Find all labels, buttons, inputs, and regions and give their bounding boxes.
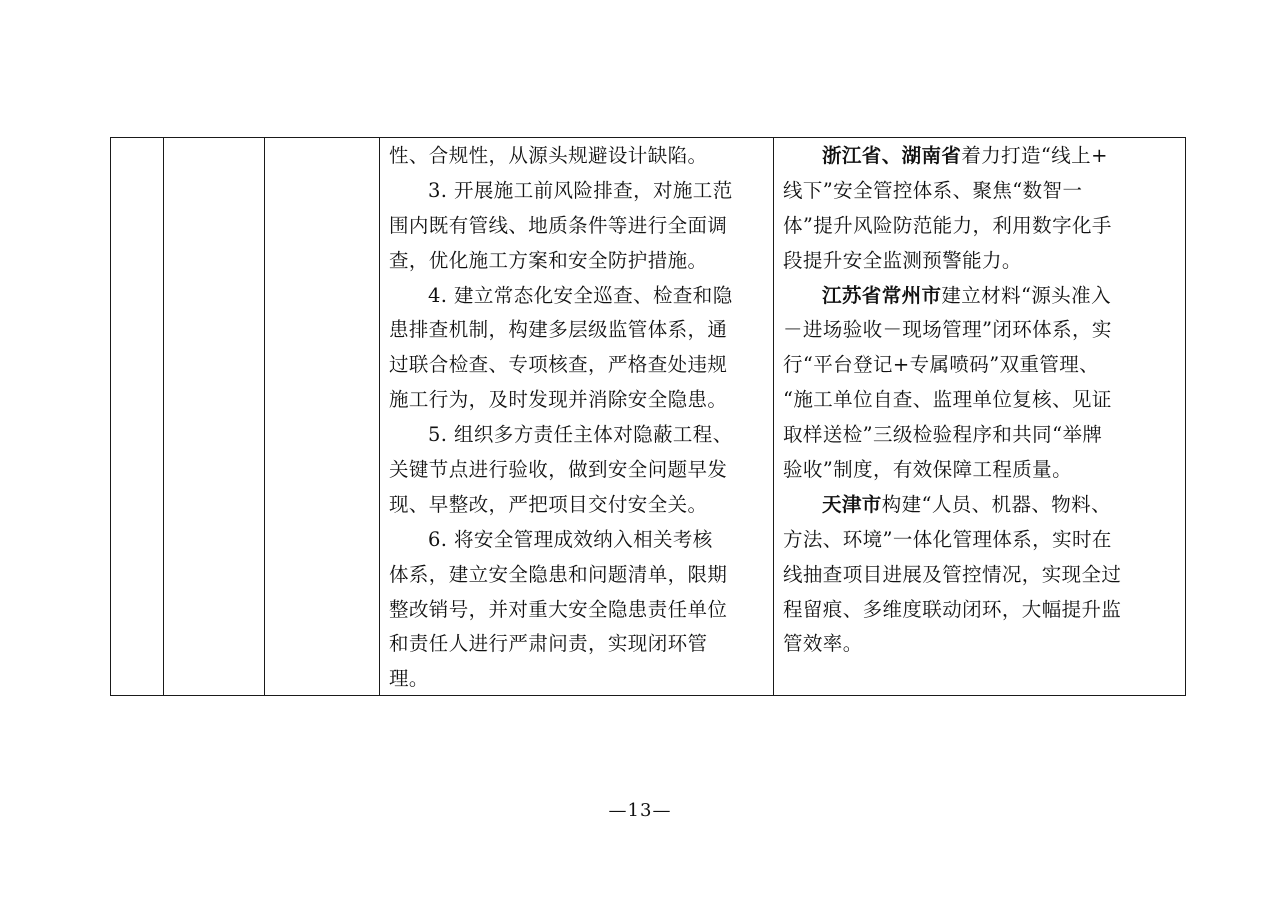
case-line: 行“平台登记+专属喷码”双重管理、 — [783, 353, 1100, 377]
case-region-changzhou: 江苏省常州市 — [822, 283, 942, 307]
measures-line: 患排查机制，构建多层级监管体系，通 — [389, 318, 728, 342]
measures-line: 整改销号，并对重大安全隐患责任单位 — [389, 597, 728, 621]
measures-line: 现、早整改，严把项目交付安全关。 — [389, 492, 708, 516]
case-line — [783, 279, 1173, 314]
case-line: 段提升安全监测预警能力。 — [783, 248, 1022, 272]
measures-line: 理。 — [389, 667, 429, 691]
case-line: 体”提升风险防范能力，利用数字化手 — [783, 213, 1112, 237]
case-line — [783, 139, 1173, 174]
column-divider — [163, 138, 164, 695]
measures-cell — [389, 138, 767, 697]
case-line: 线下”安全管控体系、聚焦“数智一 — [783, 178, 1083, 202]
case-region-tianjin: 天津市 — [822, 492, 882, 516]
measures-line: 6. 将安全管理成效纳入相关考核 — [428, 527, 713, 551]
column-divider — [773, 138, 774, 695]
case-line: 线抽查项目进展及管控情况，实现全过 — [783, 562, 1122, 586]
column-divider — [379, 138, 380, 695]
measures-line: 围内既有管线、地质条件等进行全面调 — [389, 213, 728, 237]
measures-table — [110, 137, 1186, 696]
measures-line: 4. 建立常态化安全巡查、检查和隐 — [428, 283, 733, 307]
measures-line: 查，优化施工方案和安全防护措施。 — [389, 248, 708, 272]
case-line: 验收”制度，有效保障工程质量。 — [783, 458, 1072, 482]
case-line: “施工单位自查、监理单位复核、见证 — [783, 388, 1112, 412]
measures-line: 关键节点进行验收，做到安全问题早发 — [389, 458, 728, 482]
page-number: —13— — [608, 800, 672, 821]
column-divider — [264, 138, 265, 695]
case-line: 程留痕、多维度联动闭环，大幅提升监 — [783, 597, 1122, 621]
measures-line: 3. 开展施工前风险排查，对施工范 — [428, 178, 733, 202]
case-line: 方法、环境”一体化管理体系，实时在 — [783, 527, 1112, 551]
measures-line: 施工行为，及时发现并消除安全隐患。 — [389, 388, 728, 412]
case-text: 构建“人员、机器、物料、 — [881, 492, 1111, 516]
measures-line: 体系，建立安全隐患和问题清单，限期 — [389, 562, 728, 586]
case-line — [783, 488, 1173, 523]
case-line: 管效率。 — [783, 632, 863, 656]
case-line: －进场验收－现场管理”闭环体系，实 — [783, 318, 1112, 342]
measures-line: 和责任人进行严肃问责，实现闭环管 — [389, 632, 708, 656]
case-region-zhejiang-hunan: 浙江省、湖南省 — [822, 144, 962, 167]
cases-cell — [783, 138, 1173, 662]
case-text: 建立材料“源头准入 — [941, 283, 1111, 307]
case-text: 着力打造“线上+ — [961, 144, 1108, 167]
measures-line: 5. 组织多方责任主体对隐蔽工程、 — [428, 423, 733, 447]
measures-line: 过联合检查、专项核查，严格查处违规 — [389, 353, 728, 377]
measures-line: 性、合规性，从源头规避设计缺陷。 — [389, 144, 708, 167]
case-line: 取样送检”三级检验程序和共同“举牌 — [783, 423, 1103, 447]
